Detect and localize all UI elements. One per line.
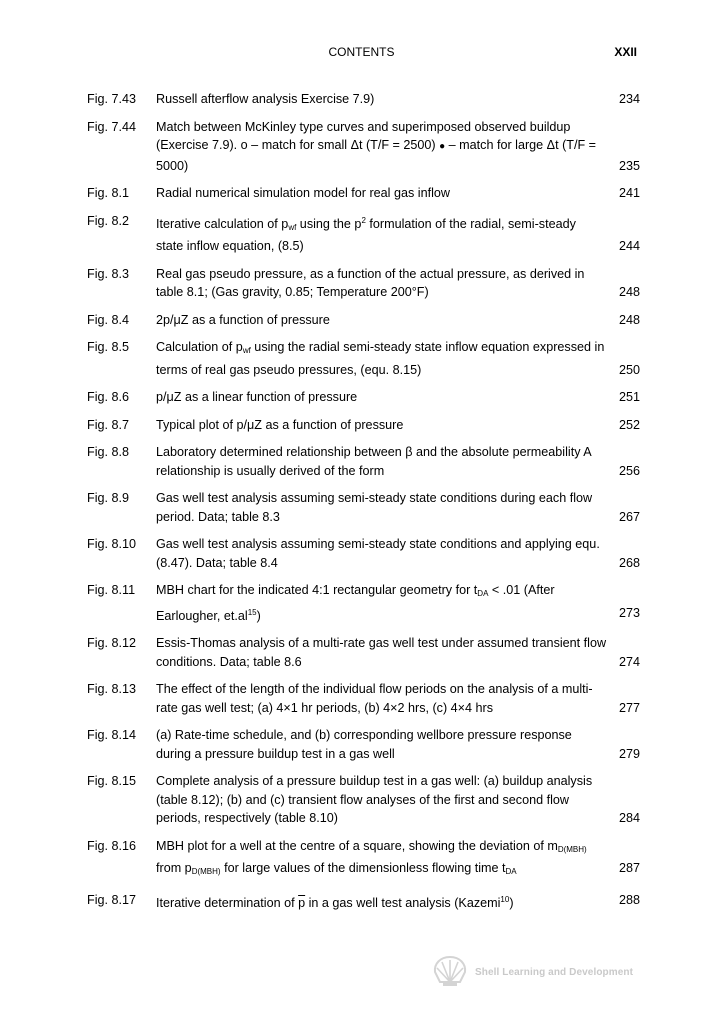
figure-number: Fig. 8.5 xyxy=(87,340,129,354)
figure-number: Fig. 8.15 xyxy=(87,774,137,788)
figure-entry xyxy=(0,90,723,109)
caption-line: 2p/μZ as a function of pressure 248 xyxy=(156,311,640,330)
caption-line: relationship is usually derived of the form 256 xyxy=(156,462,640,481)
caption-line: The effect of the length of the individual flow periods on the analysis of a multi- xyxy=(156,682,593,696)
caption-line: Real gas pseudo pressure, as a function of the actual pressure, as derived in xyxy=(156,266,585,281)
figure-number: Fig. 8.6 xyxy=(87,390,129,404)
caption-line: p/μZ as a linear function of pressure 251 xyxy=(156,388,640,407)
caption-line: terms of real gas pseudo pressures, (equ. 8.15) 250 xyxy=(156,361,640,380)
figure-number: Fig. 7.44 xyxy=(87,119,137,134)
caption-line: Laboratory determined relationship between β and the absolute permeability A xyxy=(156,445,592,459)
caption-line: MBH plot for a well at the centre of a square, showing the deviation of $m_{D(MBH)}$ xyxy=(156,838,587,854)
figure-number: Fig. 8.8 xyxy=(87,445,129,459)
figure-entry xyxy=(0,535,723,572)
figure-page: 277 xyxy=(618,700,640,715)
figure-entry xyxy=(0,891,723,913)
figure-entry xyxy=(0,772,723,828)
figure-number: Fig. 8.4 xyxy=(87,312,129,327)
figure-page: 250 xyxy=(618,362,640,377)
page-header xyxy=(0,45,723,63)
figure-caption xyxy=(156,184,640,203)
figure-number: Fig. 8.17 xyxy=(87,892,137,907)
figure-caption xyxy=(156,212,640,256)
figure-entry xyxy=(0,581,723,625)
figure-caption xyxy=(156,634,640,671)
caption-line: conditions. Data; table 8.6 274 xyxy=(156,653,640,672)
figure-page: 244 xyxy=(618,239,640,253)
figure-caption xyxy=(156,443,640,480)
caption-line: from $p_{D(MBH)}$ for large values of the dimensionless flowing time $t_{DA}$ 287 xyxy=(156,861,640,876)
caption-line: 5000) 235 xyxy=(156,157,640,176)
figure-page: 241 xyxy=(618,186,640,200)
figure-entry xyxy=(0,489,723,526)
figure-page: 234 xyxy=(618,92,640,106)
caption-line: MBH chart for the indicated 4:1 rectangular geometry for $t_{DA} < .01$ (After xyxy=(156,583,555,598)
figure-page: 248 xyxy=(618,312,640,327)
figure-caption xyxy=(156,338,640,379)
figure-number: Fig. 8.2 xyxy=(87,213,129,228)
figure-entry xyxy=(0,443,723,480)
caption-line: (8.47). Data; table 8.4 268 xyxy=(156,554,640,573)
figure-page: 267 xyxy=(618,509,640,524)
caption-line: Iterative determination of $\overline{p}$ in a gas well test analysis (Kazemi$^{10}$) 288 xyxy=(156,892,640,910)
caption-line: during a pressure buildup test in a gas well 279 xyxy=(156,745,640,764)
caption-line: state inflow equation, (8.5) 244 xyxy=(156,237,640,256)
figure-page: 279 xyxy=(618,746,640,761)
figure-caption xyxy=(156,891,640,913)
caption-line: Match between McKinley type curves and superimposed observed buildup xyxy=(156,119,571,134)
figure-number: Fig. 8.9 xyxy=(87,491,129,505)
figure-number: Fig. 8.14 xyxy=(87,728,137,742)
figure-caption xyxy=(156,265,640,302)
figure-entry xyxy=(0,634,723,671)
figure-entry xyxy=(0,726,723,763)
figure-caption xyxy=(156,680,640,717)
caption-line: (a) Rate-time schedule, and (b) corresponding wellbore pressure response xyxy=(156,728,572,742)
figure-entry xyxy=(0,212,723,256)
figure-caption xyxy=(156,726,640,763)
figure-entry xyxy=(0,265,723,302)
figure-number: Fig. 7.43 xyxy=(87,92,137,106)
figure-caption xyxy=(156,581,640,625)
figure-caption xyxy=(156,90,640,109)
figure-caption xyxy=(156,772,640,828)
footer-text: Shell Learning and Development xyxy=(475,967,634,978)
figure-entry xyxy=(0,338,723,379)
figure-caption xyxy=(156,118,640,176)
figure-caption xyxy=(156,535,640,572)
figure-page: 235 xyxy=(618,158,640,173)
figure-page: 248 xyxy=(618,285,640,299)
caption-line: Gas well test analysis assuming semi-steady state conditions and applying equ. xyxy=(156,537,600,551)
figure-list xyxy=(0,90,723,921)
caption-line: Earlougher, $et.al^{15}$) 273 xyxy=(156,605,640,623)
figure-number: Fig. 8.13 xyxy=(87,682,137,696)
figure-entry xyxy=(0,184,723,203)
caption-line: table 8.1; (Gas gravity, 0.85; Temperature 200°F) 248 xyxy=(156,283,640,302)
figure-caption xyxy=(156,489,640,526)
figure-entry xyxy=(0,416,723,435)
figure-page: 273 xyxy=(618,605,640,620)
caption-line: (table 8.12); (b) and (c) transient flow analyses of the first and second flow xyxy=(156,792,569,807)
figure-number: Fig. 8.16 xyxy=(87,838,137,853)
figure-number: Fig. 8.11 xyxy=(87,583,136,597)
figure-caption xyxy=(156,311,640,330)
caption-line: (Exercise 7.9). o – match for small Δt (T/F = 2500) ● – match for large Δt (T/F = xyxy=(156,138,597,152)
figure-number: Fig. 8.7 xyxy=(87,417,129,432)
caption-line: period. Data; table 8.3 267 xyxy=(156,508,640,527)
figure-page: 274 xyxy=(618,654,640,669)
caption-line: Radial numerical simulation model for real gas inflow 241 xyxy=(156,184,640,203)
shell-logo-icon xyxy=(432,955,468,987)
figure-page: 268 xyxy=(618,555,640,570)
figure-entry xyxy=(0,311,723,330)
caption-line: Essis-Thomas analysis of a multi-rate gas well test under assumed transient flow xyxy=(156,636,607,650)
page-number: XXII xyxy=(614,45,637,59)
figure-number: Fig. 8.10 xyxy=(87,537,137,551)
figure-number: Fig. 8.1 xyxy=(87,186,129,200)
caption-line: rate gas well test; (a) 4×1 hr periods, (b) 4×2 hrs, (c) 4×4 hrs 277 xyxy=(156,699,640,718)
caption-line: Gas well test analysis assuming semi-steady state conditions during each flow xyxy=(156,491,593,505)
caption-line: Russell afterflow analysis Exercise 7.9) 234 xyxy=(156,90,640,109)
figure-page: 287 xyxy=(618,861,640,875)
caption-line: periods, respectively (table 8.10) 284 xyxy=(156,809,640,828)
caption-line: Typical plot of p/μZ as a function of pressure 252 xyxy=(156,416,640,435)
figure-caption xyxy=(156,416,640,435)
figure-caption xyxy=(156,388,640,407)
figure-entry xyxy=(0,680,723,717)
caption-line: Iterative calculation of $p_{wf}$ using the $p^2$ formulation of the radial, semi-steady xyxy=(156,215,576,232)
caption-line: Calculation of $p_{wf}$ using the radial semi-steady state inflow equation expressed in xyxy=(156,340,605,355)
figure-caption xyxy=(156,837,640,882)
caption-line: Complete analysis of a pressure buildup test in a gas well: (a) buildup analysis xyxy=(156,774,593,788)
figure-entry xyxy=(0,837,723,882)
figure-entry xyxy=(0,118,723,176)
figure-number: Fig. 8.12 xyxy=(87,636,137,650)
figure-page: 252 xyxy=(618,417,640,432)
figure-page: 288 xyxy=(618,892,640,907)
figure-page: 256 xyxy=(618,463,640,478)
figure-page: 284 xyxy=(618,811,640,825)
figure-entry xyxy=(0,388,723,407)
figure-number: Fig. 8.3 xyxy=(87,266,129,281)
page-title: CONTENTS xyxy=(328,45,395,59)
figure-page: 251 xyxy=(618,390,640,404)
footer-branding xyxy=(432,955,642,987)
